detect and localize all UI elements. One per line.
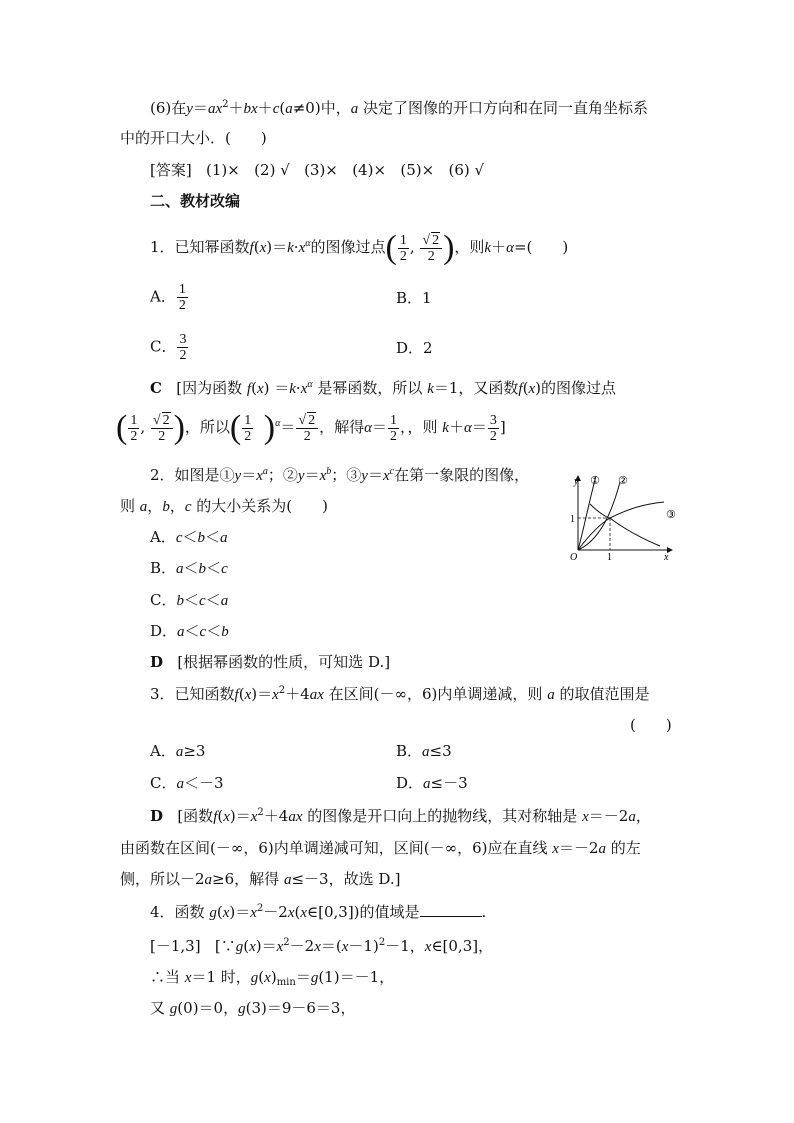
curve-label-2: ② (618, 474, 628, 487)
p4-solution-line1: [－1,3] [$\because g(x)=x^2-2x=(x-1)^2-1$，x∈[0,3]， (150, 937, 494, 955)
p1-option-c: C． $\frac{3}{2}$ (150, 332, 187, 363)
p1-solution-line1: C [因为函数 $f(x) =k\cdot x^\alpha$ 是幂函数，所以 k＝1，又函数f(x)的图像过点 (150, 379, 616, 397)
p3-paren: ( ) (630, 716, 672, 734)
p1-stem: 1．已知幂函数$f(x)=k\cdot x^\alpha$的图像过点( $\frac{1}{2}$ , $\frac{√ 2}{2}$ )，则k＋α=( ) (150, 229, 569, 266)
p3-solution-line3: 侧，所以－2a≥6，解得 a≤－3，故选 D.] (120, 870, 401, 888)
p2-option-a: A．c＜b＜a (150, 528, 228, 546)
q6-line1: (6)在$y=ax^2+bx+c(a\ne 0)$中，a 决定了图像的开口方向和在同一直角坐标系 (150, 99, 648, 117)
y-tick-1: 1 (570, 514, 575, 525)
q6-line2: 中的开口大小．( ) (120, 129, 267, 147)
p2-stem-line1: 2．如图是$①y=x^a$；$②y=x^b$；$③y=x^c$在第一象限的图像， (150, 466, 530, 484)
p3-stem: 3．已知函数$f(x)=x^2+4ax$ 在区间(－∞，6)内单调递减，则 a 的取值范围是 (150, 685, 650, 703)
p4-stem: 4．函数 $g(x)=x^2-2x(x\in[0,3])$的值域是 . (150, 903, 487, 921)
origin-label: O (570, 552, 578, 563)
p4-solution-line2: ∴当 x＝1 时，$g(x)_{min}=g(1)=-1$， (150, 968, 395, 988)
p2-stem-line2: 则 a，b，c 的大小关系为( ) (120, 497, 328, 515)
p1-solution-line2: ( $\frac{1}{2}$ , $\frac{√ 2}{2}$ )，所以( $\frac{1}{2}$ )$^\alpha$＝ $\frac{√ 2}{2}$ ，解得α＝ $\frac{1}{2}$ ，，则 k＋α＝ $\frac{3}{2}$ ] (116, 409, 506, 446)
power-function-graph (560, 468, 684, 568)
p2-option-c: C．b＜c＜a (150, 591, 229, 609)
p1-option-d: D．2 (396, 339, 433, 357)
p4-solution-line3: 又 g(0)＝0，g(3)＝9－6＝3， (150, 999, 356, 1017)
p3-solution-line1: D [函数$f(x)=x^2+4ax$ 的图像是开口向上的抛物线，其对称轴是 x＝－2a， (150, 807, 651, 825)
p3-option-b: B．a≤3 (396, 742, 452, 760)
answer-line: [答案] (1)× (2) √ (3)× (4)× (5)× (6) √ (150, 161, 485, 179)
p1-option-b: B．1 (396, 289, 432, 307)
x-axis-label: x (664, 552, 669, 563)
p3-option-d: D．a≤－3 (396, 774, 468, 792)
curve-label-1: ① (590, 474, 600, 487)
p3-option-c: C．a＜－3 (150, 774, 224, 792)
p2-solution: D [根据幂函数的性质，可知选 D.] (150, 653, 391, 671)
curve-label-3: ③ (666, 508, 676, 521)
x-tick-1: 1 (607, 552, 612, 563)
p1-option-a: A． $\frac{1}{2}$ (150, 282, 186, 313)
p2-option-d: D．a＜c＜b (150, 622, 229, 640)
answer-blank[interactable] (420, 902, 482, 917)
p3-option-a: A．a≥3 (150, 742, 206, 760)
p2-option-b: B．a＜b＜c (150, 559, 228, 577)
p3-solution-line2: 由函数在区间(－∞，6)内单调递减可知，区间(－∞，6)应在直线 x＝－2a 的左 (120, 839, 641, 857)
section-title: 二、教材改编 (150, 192, 241, 210)
y-axis-label: y (574, 476, 579, 487)
